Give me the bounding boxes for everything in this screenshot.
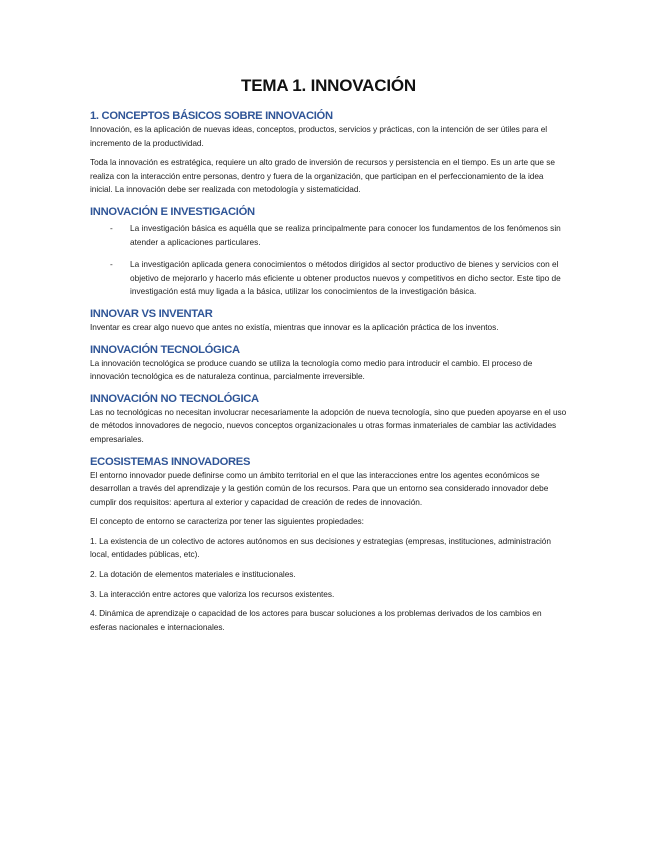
section-heading: 1. CONCEPTOS BÁSICOS SOBRE INNOVACIÓN: [90, 110, 333, 122]
paragraph: El concepto de entorno se caracteriza por tener las siguientes propiedades:: [90, 516, 364, 527]
section-tecnologica: [90, 344, 567, 384]
list-item-text: La investigación básica es aquélla que se realiza principalmente para conocer los fundamentos de los fenómenos sin atender a aplicaciones particulares.: [130, 222, 561, 247]
section-ecosistemas: [90, 456, 567, 635]
paragraph: Las no tecnológicas no necesitan involucrar necesariamente la adopción de nueva tecnología, sino que pueden apoyarse en el uso de métodos innovadores de negocio, nuevos conceptos organizacionales u otras formas inmateriales de cambiar las actividades empresariales.: [90, 406, 567, 444]
section-conceptos: [90, 110, 567, 197]
list-item: [90, 222, 567, 249]
paragraph: La innovación tecnológica se produce cuando se utiliza la tecnología como medio para introducir el cambio. El proceso de innovación tecnológica es de naturaleza continua, parcialmente irreversible.: [90, 357, 533, 382]
section-innovar-inventar: [90, 308, 567, 335]
section-heading: INNOVACIÓN E INVESTIGACIÓN: [90, 205, 255, 218]
list-item: [90, 258, 567, 299]
paragraph: El entorno innovador puede definirse como un ámbito territorial en el que las interacciones entre los agentes económicos se desarrollan a través del aprendizaje y la gestión común de los recursos. Para que un entorno sea considerado innovador debe cumplir dos requisitos: apertura al exterior y capacidad de creación de redes de innovación.: [90, 469, 549, 507]
page-title: TEMA 1. INNOVACIÓN: [241, 76, 416, 95]
numbered-paragraph: 2. La dotación de elementos materiales e institucionales.: [90, 569, 296, 580]
paragraph: Innovación, es la aplicación de nuevas ideas, conceptos, productos, servicios y prácticas, con la intención de ser útiles para el incremento de la productividad.: [90, 124, 548, 148]
paragraph: Toda la innovación es estratégica, requiere un alto grado de inversión de recursos y persistencia en el tiempo. Es un arte que se realiza con la interacción entre personas, dentro y fuera de la organización, que participan en el perfeccionamiento de la idea inicial. La innovación debe ser realizada con metodología y sistematicidad.: [90, 157, 555, 195]
section-heading: ECOSISTEMAS INNOVADORES: [90, 455, 251, 468]
section-heading: INNOVACIÓN TECNOLÓGICA: [90, 343, 240, 356]
section-heading: INNOVACIÓN NO TECNOLÓGICA: [90, 392, 259, 405]
numbered-paragraph: 1. La existencia de un colectivo de actores autónomos en sus decisiones y estrategias (empresas, instituciones, administración local, entidades públicas, etc).: [90, 535, 551, 560]
dash-bullet: -: [110, 222, 113, 233]
bullet-list: [90, 222, 567, 299]
paragraph: Inventar es crear algo nuevo que antes no existía, mientras que innovar es la aplicación práctica de los inventos.: [90, 321, 499, 332]
section-investigacion: [90, 206, 567, 299]
list-item-text: La investigación aplicada genera conocimientos o métodos dirigidos al sector productivo de bienes y servicios con el objetivo de mejorarlo y hacerlo más eficiente u obtener productos nuevos y competitivos en dicho sector. Este tipo de investigación está muy ligada a la básica, utilizar los conocimientos de la investigación básica.: [130, 259, 561, 297]
dash-bullet: -: [110, 259, 113, 270]
numbered-paragraph: 3. La interacción entre actores que valoriza los recursos existentes.: [90, 588, 335, 599]
numbered-paragraph: 4. Dinámica de aprendizaje o capacidad de los actores para buscar soluciones a los problemas derivados de los cambios en esferas nacionales e internacionales.: [90, 608, 542, 632]
section-no-tecnologica: [90, 393, 567, 447]
section-heading: INNOVAR VS INVENTAR: [90, 307, 213, 320]
